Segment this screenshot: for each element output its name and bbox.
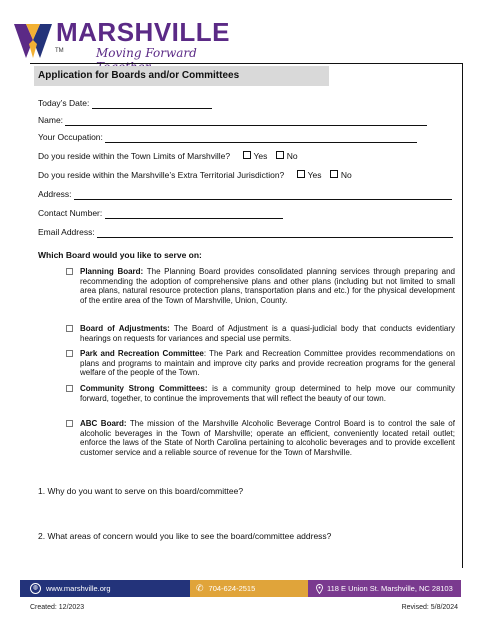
contact-label: Contact Number: — [38, 208, 103, 218]
park-recreation-checkbox[interactable] — [66, 350, 73, 357]
occupation-field[interactable] — [105, 133, 417, 143]
occupation-label: Your Occupation: — [38, 132, 103, 142]
name-field[interactable] — [65, 116, 427, 126]
date-row — [38, 98, 212, 109]
etj-no-checkbox[interactable] — [330, 170, 338, 178]
website-text: www.marshville.org — [46, 584, 111, 593]
town-limits-no-checkbox[interactable] — [276, 151, 284, 159]
etj-no-label: No — [340, 170, 352, 180]
question-why-serve: 1. Why do you want to serve on this board/committee? — [38, 486, 244, 496]
community-strong-checkbox[interactable] — [66, 385, 73, 392]
footer-website[interactable] — [20, 580, 190, 597]
town-logo — [12, 18, 242, 62]
town-limits-yes-checkbox[interactable] — [243, 151, 251, 159]
abc-board-item — [80, 419, 455, 457]
question-areas-of-concern: 2. What areas of concern would you like to see the board/committee address? — [38, 531, 332, 541]
occupation-row — [38, 132, 417, 143]
board-description: The Board of Adjustment is a quasi-judicial body that conducts evidentiary hearings on requests for variances and special use permits. — [80, 324, 455, 343]
board-description: The Planning Board provides consolidated planning services through preparing and recommending the adoption of comprehensive plans and other plans (including but not limited to small area plans, natural resource protection plans, transportation plans and etc.) for the physical development of the entire area of the Town of Marshville, Union, County. — [80, 267, 455, 305]
address-field[interactable] — [74, 190, 452, 200]
logo-mark-icon — [12, 20, 54, 60]
footer-address[interactable] — [308, 580, 461, 597]
contact-field[interactable] — [105, 209, 283, 219]
footer-phone[interactable] — [190, 580, 308, 597]
board-name: Park and Recreation Committee — [80, 349, 204, 358]
etj-yes-checkbox[interactable] — [297, 170, 305, 178]
logo-tagline: Moving Forward — [96, 46, 197, 60]
etj-row — [38, 170, 352, 181]
community-strong-item — [80, 384, 455, 403]
logo-trademark: TM — [55, 48, 64, 54]
footer-bar — [20, 580, 461, 597]
globe-icon: ◍ — [30, 583, 41, 594]
board-name: Board of Adjustments: — [80, 324, 170, 333]
phone-text: 704-624-2515 — [208, 584, 256, 593]
board-name: ABC Board: — [80, 419, 127, 428]
address-text: 118 E Union St. Marshville, NC 28103 — [327, 584, 453, 593]
created-date: Created: 12/2023 — [30, 604, 85, 611]
board-name: Community Strong Committees: — [80, 384, 208, 393]
town-limits-no-label: No — [286, 151, 298, 161]
address-row — [38, 189, 452, 200]
form-title: Application for Boards and/or Committees — [34, 66, 329, 86]
email-row — [38, 227, 453, 238]
board-of-adjustments-checkbox[interactable] — [66, 325, 73, 332]
name-label: Name: — [38, 115, 64, 125]
email-label: Email Address: — [38, 227, 95, 237]
board-name: Planning Board: — [80, 267, 144, 276]
park-recreation-item — [80, 349, 455, 378]
board-of-adjustments-item — [80, 324, 455, 343]
phone-icon: ✆ — [196, 583, 204, 593]
revised-date: Revised: 5/8/2024 — [401, 604, 458, 611]
email-field[interactable] — [97, 228, 453, 238]
town-limits-row — [38, 151, 298, 162]
board-description: The mission of the Marshville Alcoholic Beverage Control Board is to control the sale of alcoholic beverages in the Town of Marshville; operate an efficient, conveniently located retail outlet; enforce the laws of the State of North Carolina pertaining to alcoholic beverages and to provide excellent customer service and a reliable source of revenue for the Town of Marshville. — [80, 419, 455, 457]
etj-question: Do you reside within the Marshville’s Extra Territorial Jurisdiction? — [38, 170, 285, 180]
date-label: Today’s Date: — [38, 98, 90, 108]
etj-yes-label: Yes — [307, 170, 322, 180]
boards-heading: Which Board would you like to serve on: — [38, 250, 202, 260]
board-description: is a community group determined to help move our community forward, together, to continue the improvements that will reflect the beauty of our town. — [80, 384, 455, 403]
abc-board-checkbox[interactable] — [66, 420, 73, 427]
location-pin-icon — [316, 584, 323, 594]
town-limits-yes-label: Yes — [253, 151, 268, 161]
date-field[interactable] — [92, 99, 212, 109]
contact-row — [38, 208, 283, 219]
planning-board-checkbox[interactable] — [66, 268, 73, 275]
logo-wordmark: MARSHVILLE — [56, 17, 230, 47]
town-limits-question: Do you reside within the Town Limits of Marshville? — [38, 151, 231, 161]
planning-board-item — [80, 267, 455, 305]
address-label: Address: — [38, 189, 72, 199]
name-row — [38, 115, 427, 126]
board-description: : The Park and Recreation Committee provides recommendations on plans and programs to maintain and improve city parks and provide recreation programs for the general welfare of the people of the Town. — [80, 349, 455, 378]
